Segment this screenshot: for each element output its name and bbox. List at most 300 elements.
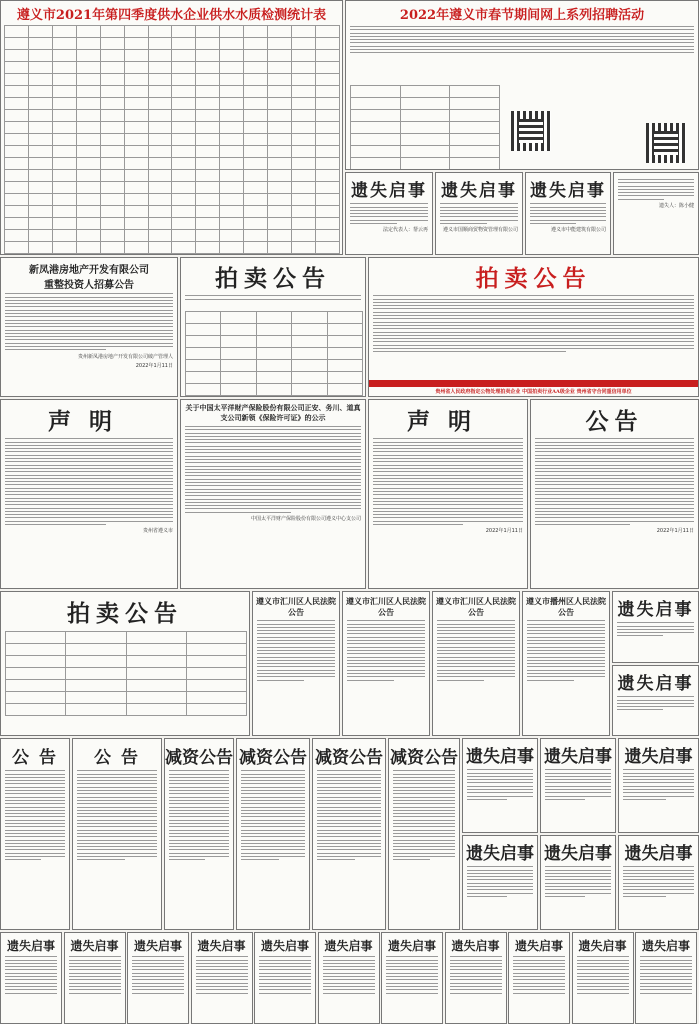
text-line <box>373 458 523 459</box>
table-cell <box>28 194 52 206</box>
text-line <box>450 963 502 964</box>
text-line <box>77 840 157 841</box>
loss-notice <box>445 932 507 1024</box>
table-row <box>186 324 363 336</box>
table-cell <box>400 146 450 158</box>
table-cell <box>292 242 316 254</box>
text-line <box>373 302 694 303</box>
text-line <box>77 849 157 850</box>
text-line <box>467 866 533 867</box>
text-line <box>373 332 694 333</box>
text-line <box>5 823 65 824</box>
table-cell <box>220 134 244 146</box>
table-cell <box>148 230 172 242</box>
text-line <box>169 843 229 844</box>
text-line <box>623 769 694 770</box>
text-line <box>196 976 248 977</box>
text-line <box>169 826 229 827</box>
text-line <box>373 465 523 466</box>
text-line <box>440 220 518 221</box>
text-line <box>317 826 381 827</box>
table-cell <box>5 50 29 62</box>
table-cell <box>172 122 196 134</box>
table-cell <box>256 324 291 336</box>
text-line <box>5 461 173 462</box>
text-line <box>386 986 438 987</box>
table-cell <box>76 146 100 158</box>
court-sub: 公告 <box>288 607 304 617</box>
text-line <box>545 896 585 897</box>
table-cell <box>292 50 316 62</box>
table-cell <box>351 158 401 170</box>
table-cell <box>220 98 244 110</box>
text-line <box>69 969 121 970</box>
text-line <box>5 504 173 505</box>
court-notice <box>252 591 340 736</box>
text-line <box>527 647 605 648</box>
text-line <box>77 790 157 791</box>
table-row <box>6 632 247 644</box>
text-line <box>69 986 121 987</box>
table-cell <box>28 122 52 134</box>
table-cell <box>5 254 29 256</box>
table-cell <box>66 644 126 656</box>
text-line <box>5 859 41 860</box>
text-line <box>530 213 606 214</box>
table-cell <box>124 134 148 146</box>
text-line <box>185 472 361 473</box>
text-line <box>259 989 311 990</box>
text-line <box>640 976 692 977</box>
text-line <box>386 960 438 961</box>
text-line <box>437 670 515 671</box>
table-cell <box>124 254 148 256</box>
loss-notice-heading: 遗失启事 <box>544 844 612 864</box>
text-line <box>513 993 565 994</box>
text-line <box>623 870 694 871</box>
text-line <box>77 770 157 771</box>
loss-notice-heading: 遗失启事 <box>466 844 534 864</box>
table-cell <box>100 242 124 254</box>
text-line <box>618 186 694 187</box>
table-cell <box>292 182 316 194</box>
text-line <box>5 800 65 801</box>
table-cell <box>124 122 148 134</box>
text-line <box>373 524 463 525</box>
text-line <box>185 442 361 443</box>
table-cell <box>76 242 100 254</box>
text-line <box>386 956 438 957</box>
text-line <box>623 792 694 793</box>
text-line <box>393 826 455 827</box>
loss-notice <box>462 835 538 930</box>
table-cell <box>76 26 100 38</box>
table-cell <box>100 110 124 122</box>
table-cell <box>100 122 124 134</box>
text-line <box>545 866 611 867</box>
text-line <box>527 624 605 625</box>
text-line <box>535 458 694 459</box>
table-cell <box>172 98 196 110</box>
auction-heading: 拍卖公告 <box>67 600 183 627</box>
text-line <box>640 956 692 957</box>
table-cell <box>196 110 220 122</box>
table-row <box>6 692 247 704</box>
table-cell <box>28 38 52 50</box>
loss-notice-heading: 遗失启事 <box>624 747 693 767</box>
table-cell <box>172 170 196 182</box>
text-line <box>440 210 518 211</box>
text-line <box>5 963 57 964</box>
text-line <box>257 620 335 621</box>
text-line <box>259 966 311 967</box>
table-cell <box>172 86 196 98</box>
text-line <box>535 501 694 502</box>
text-line <box>77 856 157 857</box>
text-line <box>437 680 484 681</box>
text-line <box>169 830 229 831</box>
table-cell <box>196 98 220 110</box>
table-cell <box>196 134 220 146</box>
text-line <box>350 29 694 30</box>
table-cell <box>292 324 327 336</box>
text-line <box>241 840 305 841</box>
table-cell <box>315 146 339 158</box>
text-line <box>5 979 57 980</box>
text-line <box>169 849 229 850</box>
text-line <box>373 295 694 296</box>
text-line <box>169 823 229 824</box>
text-line <box>350 220 428 221</box>
table-cell <box>221 312 256 324</box>
table-row <box>186 360 363 372</box>
text-line <box>545 879 611 880</box>
text-line <box>77 807 157 808</box>
table-cell <box>221 372 256 384</box>
text-line <box>347 627 425 628</box>
text-line <box>437 647 515 648</box>
text-line <box>513 963 565 964</box>
xinfeng-notice <box>0 257 178 397</box>
text-line <box>450 960 502 961</box>
table-cell <box>244 218 268 230</box>
table-cell <box>186 372 221 384</box>
table-row <box>186 396 363 397</box>
table-cell <box>172 62 196 74</box>
loss-notice <box>540 835 616 930</box>
text-line <box>535 521 694 522</box>
notice-list <box>530 399 699 589</box>
table-row <box>186 336 363 348</box>
text-line <box>617 700 694 701</box>
table-cell <box>244 38 268 50</box>
text-line <box>259 956 311 957</box>
table-cell <box>268 62 292 74</box>
table-cell <box>292 74 316 86</box>
table-cell <box>172 50 196 62</box>
text-line <box>373 445 523 446</box>
text-line <box>185 299 361 300</box>
loss-notice <box>462 738 538 833</box>
loss-notice-heading: 遗失启事 <box>578 939 627 953</box>
text-line <box>350 210 428 211</box>
table-cell <box>315 122 339 134</box>
text-line <box>618 199 664 200</box>
text-line <box>373 471 523 472</box>
text-line <box>535 498 694 499</box>
table-cell <box>351 98 401 110</box>
text-line <box>5 790 65 791</box>
text-line <box>373 305 694 306</box>
table-cell <box>52 146 76 158</box>
text-line <box>77 780 157 781</box>
text-line <box>527 670 605 671</box>
table-cell <box>100 194 124 206</box>
loss-notice <box>613 172 699 255</box>
text-line <box>5 491 173 492</box>
text-line <box>257 630 335 631</box>
text-line <box>5 458 173 459</box>
table-cell <box>315 26 339 38</box>
court-title: 遵义市汇川区人民法院 <box>256 596 336 606</box>
text-line <box>350 42 694 43</box>
text-line <box>450 993 502 994</box>
table-cell <box>124 158 148 170</box>
text-line <box>467 792 533 793</box>
table-row <box>351 158 500 170</box>
text-line <box>259 973 311 974</box>
table-cell <box>28 26 52 38</box>
text-line <box>185 436 361 437</box>
text-line <box>5 438 173 439</box>
text-line <box>5 293 173 294</box>
table-cell <box>126 692 186 704</box>
text-line <box>169 813 229 814</box>
text-line <box>617 703 694 704</box>
table-cell <box>256 312 291 324</box>
text-line <box>132 976 184 977</box>
text-line <box>350 207 428 208</box>
table-cell <box>327 336 362 348</box>
table-cell <box>450 158 500 170</box>
text-line <box>169 787 229 788</box>
text-line <box>437 650 515 651</box>
qr-code <box>511 111 551 151</box>
table-cell <box>292 206 316 218</box>
table-row <box>5 230 340 242</box>
text-line <box>467 893 533 894</box>
loss-notice-heading: 遗失启事 <box>197 939 246 953</box>
text-line <box>373 442 523 443</box>
text-line <box>185 492 361 493</box>
loss-notice-heading: 遗失启事 <box>514 939 563 953</box>
text-line <box>132 986 184 987</box>
table-cell <box>196 26 220 38</box>
text-line <box>386 993 438 994</box>
text-line <box>450 976 502 977</box>
text-line <box>440 223 487 224</box>
notice-heading: 公告 <box>585 408 644 435</box>
auction-table <box>185 311 363 397</box>
text-line <box>545 782 611 783</box>
table-cell <box>400 122 450 134</box>
text-line <box>257 643 335 644</box>
text-line <box>373 325 694 326</box>
table-cell <box>256 372 291 384</box>
text-line <box>185 449 361 450</box>
text-line <box>373 491 523 492</box>
table-cell <box>220 122 244 134</box>
text-line <box>5 833 65 834</box>
text-line <box>623 776 694 777</box>
text-line <box>132 983 184 984</box>
text-line <box>317 816 381 817</box>
text-line <box>169 783 229 784</box>
table-row <box>351 98 500 110</box>
text-line <box>77 797 157 798</box>
table-cell <box>52 194 76 206</box>
text-line <box>5 313 173 314</box>
table-cell <box>100 146 124 158</box>
table-cell <box>28 110 52 122</box>
text-line <box>257 633 335 634</box>
text-line <box>77 783 157 784</box>
text-line <box>185 439 361 440</box>
table-cell <box>124 146 148 158</box>
text-line <box>535 484 694 485</box>
table-cell <box>196 170 220 182</box>
text-line <box>386 976 438 977</box>
table-cell <box>327 396 362 397</box>
table-cell <box>124 182 148 194</box>
table-cell <box>52 62 76 74</box>
text-line <box>317 849 381 850</box>
text-line <box>527 627 605 628</box>
text-line <box>5 966 57 967</box>
table-cell <box>220 182 244 194</box>
table-cell <box>220 62 244 74</box>
text-line <box>393 840 455 841</box>
text-line <box>5 297 173 298</box>
text-line <box>373 498 523 499</box>
text-line <box>535 448 694 449</box>
text-line <box>393 853 455 854</box>
text-line <box>169 777 229 778</box>
table-cell <box>100 26 124 38</box>
table-cell <box>268 74 292 86</box>
text-line <box>527 620 605 621</box>
text-line <box>169 820 229 821</box>
table-cell <box>124 62 148 74</box>
text-line <box>5 336 173 337</box>
table-cell <box>5 242 29 254</box>
text-line <box>5 524 106 525</box>
text-line <box>317 820 381 821</box>
loss-notice <box>618 835 699 930</box>
table-cell <box>244 158 268 170</box>
text-line <box>77 830 157 831</box>
text-line <box>5 780 65 781</box>
text-line <box>69 989 121 990</box>
text-line <box>257 670 335 671</box>
table-cell <box>76 122 100 134</box>
text-line <box>323 993 375 994</box>
court-sub: 公告 <box>558 607 574 617</box>
text-line <box>317 830 381 831</box>
table-cell <box>186 668 246 680</box>
text-line <box>386 983 438 984</box>
table-cell <box>196 146 220 158</box>
table-cell <box>268 26 292 38</box>
text-line <box>5 451 173 452</box>
text-line <box>618 179 694 180</box>
table-cell <box>244 122 268 134</box>
table-cell <box>292 86 316 98</box>
table-cell <box>220 158 244 170</box>
text-line <box>577 963 629 964</box>
declaration-notice <box>0 399 178 589</box>
text-line <box>5 300 173 301</box>
table-cell <box>244 98 268 110</box>
auction-footer-banner <box>369 380 698 387</box>
table-cell <box>28 206 52 218</box>
text-line <box>535 475 694 476</box>
table-cell <box>292 372 327 384</box>
text-line <box>5 770 65 771</box>
table-cell <box>315 182 339 194</box>
table-cell <box>124 242 148 254</box>
table-row <box>5 26 340 38</box>
table-cell <box>52 170 76 182</box>
table-cell <box>220 218 244 230</box>
text-line <box>393 823 455 824</box>
text-line <box>535 491 694 492</box>
text-line <box>5 323 173 324</box>
table-cell <box>5 206 29 218</box>
table-cell <box>220 50 244 62</box>
text-line <box>5 303 173 304</box>
xinfeng-title: 新凤港房地产开发有限公司 <box>29 265 149 276</box>
table-cell <box>52 86 76 98</box>
text-line <box>5 514 173 515</box>
court-notice <box>522 591 610 736</box>
table-cell <box>244 62 268 74</box>
table-cell <box>400 86 450 98</box>
text-line <box>373 312 694 313</box>
table-cell <box>186 360 221 372</box>
text-line <box>5 797 65 798</box>
text-line <box>513 986 565 987</box>
table-cell <box>148 218 172 230</box>
text-line <box>386 979 438 980</box>
text-line <box>5 465 173 466</box>
table-cell <box>186 632 246 644</box>
text-line <box>535 471 694 472</box>
table-cell <box>148 110 172 122</box>
table-cell <box>292 158 316 170</box>
text-line <box>535 504 694 505</box>
table-cell <box>220 194 244 206</box>
table-cell <box>186 704 246 716</box>
table-cell <box>220 110 244 122</box>
text-line <box>545 883 611 884</box>
text-line <box>373 299 694 300</box>
table-cell <box>292 254 316 256</box>
table-cell <box>148 206 172 218</box>
text-line <box>257 673 335 674</box>
insurance-notice <box>180 399 366 589</box>
capital-reduction-notice <box>388 738 460 930</box>
